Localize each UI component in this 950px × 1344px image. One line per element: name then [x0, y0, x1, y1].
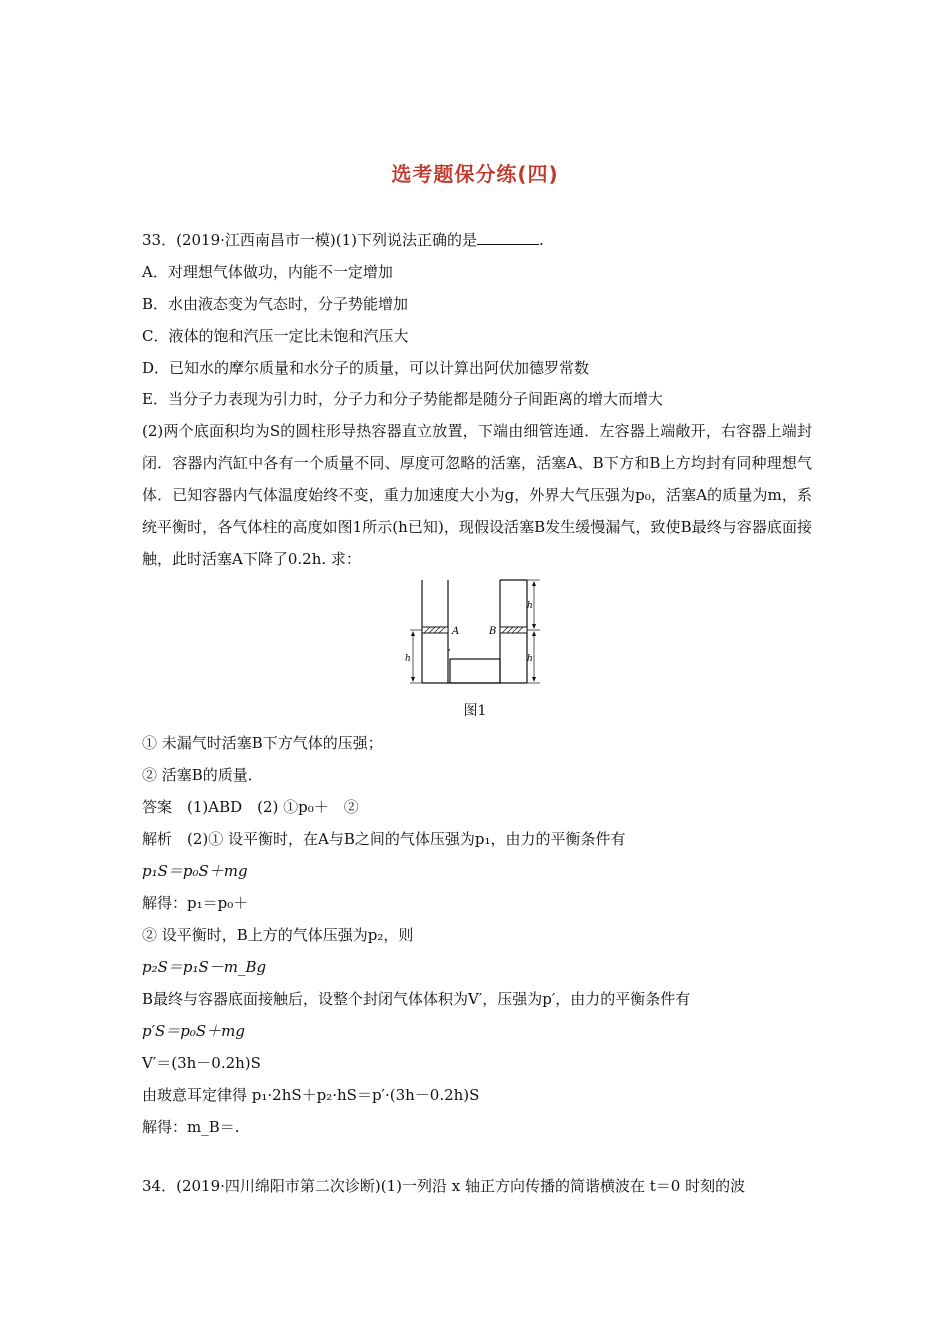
sub-question-1: ① 未漏气时活塞B下方气体的压强； [142, 734, 383, 752]
label-piston-a: A [452, 626, 460, 637]
label-h-right-bottom: h [527, 654, 533, 664]
solution-line: p′S＝p₀S＋mg [142, 1022, 246, 1040]
label-h-right-top: h [527, 601, 533, 611]
piston-b [500, 627, 527, 633]
page-title: 选考题保分练(四) [391, 162, 559, 186]
question-33-part-2: (2)两个底面积均为S的圆柱形导热容器直立放置，下端由细管连通．左容器上端敞开，右容器上端封闭．容器内汽缸中各有一个质量不同、厚度可忽略的活塞，活塞A、B下方和B上方均封有同种理想气体．已知容器内气体温度始终不变，重力加速度大小为g，外界大气压强为p₀，活塞A的质量为m，系统平衡时，各气体柱的高度如图1所示(h已知)，现假设活塞B发生缓慢漏气，致使B最终与容器底面接触，此时活塞A下降了0.2h. 求： [142, 422, 812, 568]
solution-line: 由玻意耳定律得 p₁·2hS＋p₂·hS＝p′·(3h－0.2h)S [142, 1086, 480, 1104]
container-diagram [400, 575, 550, 690]
answer-blank [477, 230, 539, 245]
question-34-head: 34．(2019·四川绵阳市第二次诊断)(1)一列沿 x 轴正方向传播的简谐横波在 t＝0 时刻的波 [142, 1177, 746, 1195]
figure-caption: 图1 [463, 703, 487, 719]
solution-line: p₂S＝p₁S－m_Bg [142, 958, 267, 976]
sub-question-2: ② 活塞B的质量． [142, 766, 263, 784]
solution-line: V′＝(3h－0.2h)S [142, 1054, 261, 1072]
label-piston-b: B [489, 626, 497, 637]
answer: 答案 (1)ABD (2) ①p₀＋ ② [142, 798, 359, 816]
option-b: B．水由液态变为气态时，分子势能增加 [142, 295, 409, 313]
option-a: A．对理想气体做功，内能不一定增加 [142, 263, 393, 281]
option-e: E．当分子力表现为引力时，分子力和分子势能都是随分子间距离的增大而增大 [142, 390, 663, 408]
solution-line: 解得：m_B＝. [142, 1118, 240, 1136]
piston-a [422, 627, 448, 633]
option-c: C．液体的饱和汽压一定比未饱和汽压大 [142, 327, 409, 345]
label-h-left: h [405, 654, 411, 664]
solution-line: 解得：p₁＝p₀＋ [142, 894, 249, 912]
question-33-stem: 33．(2019·江西南昌市一模)(1)下列说法正确的是 [142, 231, 477, 249]
question-33-head [142, 230, 544, 250]
option-d: D．已知水的摩尔质量和水分子的质量，可以计算出阿伏加德罗常数 [142, 359, 590, 377]
solution-line: B最终与容器底面接触后，设整个封闭气体体积为V′，压强为p′，由力的平衡条件有 [142, 990, 691, 1008]
solution-line: 解析 (2)① 设平衡时，在A与B之间的气体压强为p₁，由力的平衡条件有 [142, 830, 626, 848]
solution-line: p₁S＝p₀S＋mg [142, 862, 248, 880]
question-33-stem-end: . [538, 231, 544, 249]
solution-line: ② 设平衡时，B上方的气体压强为p₂，则 [142, 926, 414, 944]
